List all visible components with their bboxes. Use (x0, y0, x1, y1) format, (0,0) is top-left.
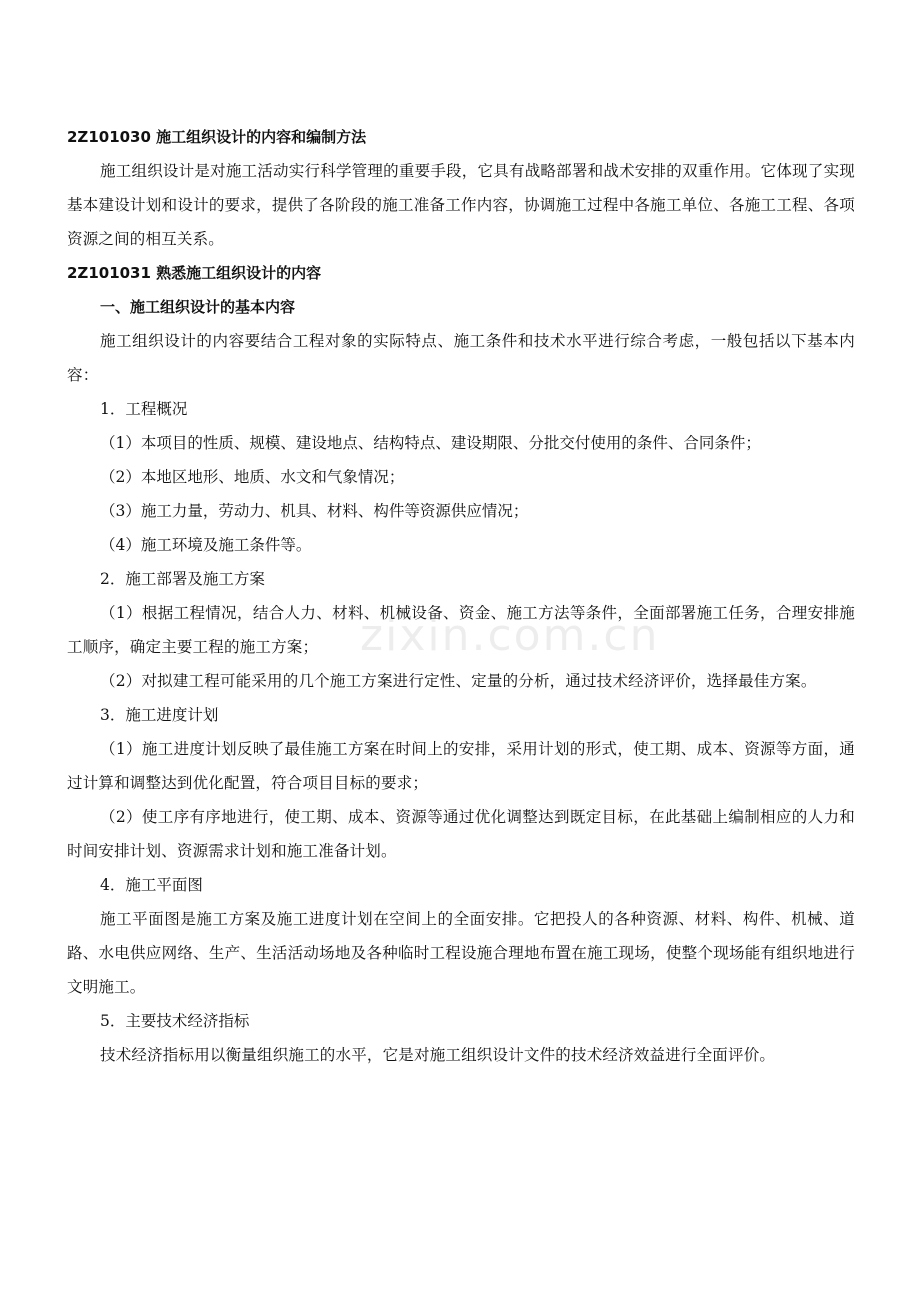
list-item: （2）本地区地形、地质、水文和气象情况； (100, 468, 405, 486)
section-heading-2z101031: 2Z101031 熟悉施工组织设计的内容 (67, 264, 322, 282)
item-title-site-plan: 4．施工平面图 (100, 876, 203, 894)
intro-paragraph: 施工组织设计是对施工活动实行科学管理的重要手段，它具有战略部署和战术安排的双重作用。它体现了实现基本建设计划和设计的要求，提供了各阶段的施工准备工作内容，协调施工过程中各施工单位、各施工工程、各项资源之间的相互关系。 (67, 162, 855, 248)
document-body (67, 120, 855, 1072)
basic-content-paragraph: 施工组织设计的内容要结合工程对象的实际特点、施工条件和技术水平进行综合考虑，一般包括以下基本内容： (67, 332, 855, 384)
indicators-paragraph: 技术经济指标用以衡量组织施工的水平，它是对施工组织设计文件的技术经济效益进行全面评价。 (100, 1046, 776, 1064)
list-item: （3）施工力量，劳动力、机具、材料、构件等资源供应情况； (100, 502, 529, 520)
site-plan-paragraph: 施工平面图是施工方案及施工进度计划在空间上的全面安排。它把投人的各种资源、材料、构件、机械、道路、水电供应网络、生产、生活活动场地及各种临时工程设施合理地布置在施工现场，使整个现场能有组织地进行文明施工。 (67, 910, 855, 996)
item-title-schedule: 3．施工进度计划 (100, 706, 219, 724)
item-title-project-overview: 1．工程概况 (100, 400, 188, 418)
list-item: （2）使工序有序地进行，使工期、成本、资源等通过优化调整达到既定目标，在此基础上编制相应的人力和时间安排计划、资源需求计划和施工准备计划。 (67, 808, 855, 860)
list-item: （1）本项目的性质、规模、建设地点、结构特点、建设期限、分批交付使用的条件、合同条件； (100, 434, 761, 452)
subsection-title-basic-content: 一、施工组织设计的基本内容 (100, 298, 296, 316)
item-title-construction-plan: 2．施工部署及施工方案 (100, 570, 265, 588)
item-title-indicators: 5．主要技术经济指标 (100, 1012, 250, 1030)
watermark: zixin.com.cn (360, 610, 660, 661)
list-item: （1）施工进度计划反映了最佳施工方案在时间上的安排，采用计划的形式，使工期、成本、资源等方面，通过计算和调整达到优化配置，符合项目目标的要求； (67, 740, 855, 792)
list-item: （1）根据工程情况，结合人力、材料、机械设备、资金、施工方法等条件，全面部署施工任务，合理安排施工顺序，确定主要工程的施工方案； (67, 604, 855, 656)
list-item: （4）施工环境及施工条件等。 (100, 536, 312, 554)
list-item: （2）对拟建工程可能采用的几个施工方案进行定性、定量的分析，通过技术经济评价，选择最佳方案。 (100, 672, 817, 690)
section-heading-2z101030: 2Z101030 施工组织设计的内容和编制方法 (67, 128, 367, 146)
